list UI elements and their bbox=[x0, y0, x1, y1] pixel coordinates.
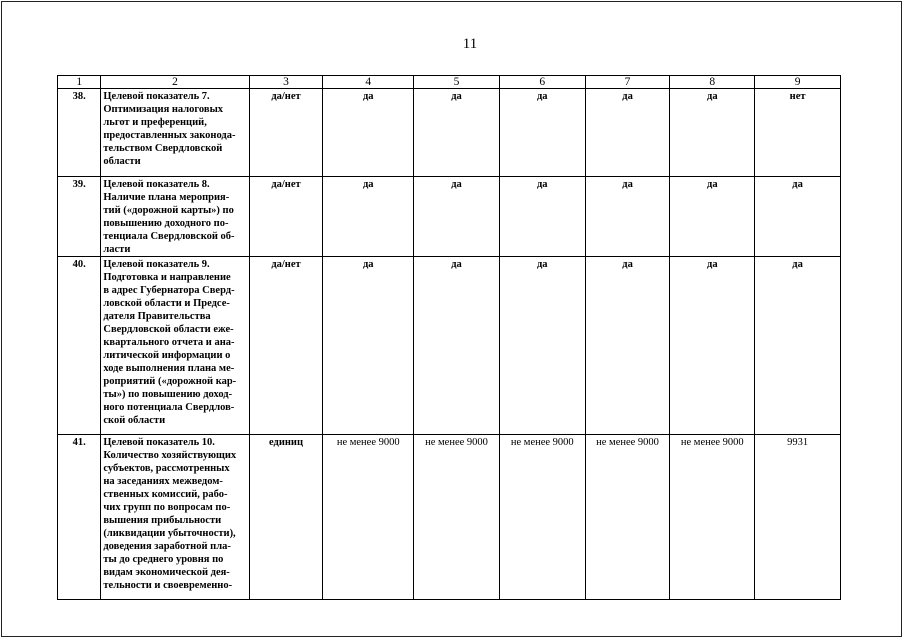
value-cell: да bbox=[414, 177, 500, 257]
value-cell: да bbox=[499, 177, 585, 257]
value-cell: да bbox=[323, 177, 414, 257]
value-cell: да bbox=[585, 257, 670, 435]
value-cell: да bbox=[323, 89, 414, 177]
indicator-name: Целевой показатель 10. Количество хозяйствующих субъектов, рассмотренных на заседаниях межведом- ственных комиссий, рабо- чих групп по вопросам по- вышения прибыльности (ликвидации убыточности), доведения заработной пла- ты до среднего уровня по видам экономической дея- тельности и своевременно- bbox=[101, 435, 249, 600]
row-number: 40. bbox=[58, 257, 101, 435]
column-header: 4 bbox=[323, 76, 414, 89]
value-cell: не менее 9000 bbox=[585, 435, 670, 600]
value-cell: да bbox=[499, 257, 585, 435]
value-cell: да bbox=[670, 177, 755, 257]
table-row bbox=[58, 177, 841, 257]
value-cell: да bbox=[414, 89, 500, 177]
table-row bbox=[58, 257, 841, 435]
value-cell: не менее 9000 bbox=[414, 435, 500, 600]
value-cell: да bbox=[585, 177, 670, 257]
value-cell: да bbox=[499, 89, 585, 177]
unit-cell: да/нет bbox=[249, 177, 323, 257]
value-cell: 9931 bbox=[755, 435, 841, 600]
column-number-row bbox=[58, 76, 841, 89]
value-cell: да bbox=[414, 257, 500, 435]
indicator-name: Целевой показатель 8. Наличие плана мероприя- тий («дорожной карты») по повышению доходного по- тенциала Свердловской об- ласти bbox=[101, 177, 249, 257]
unit-cell: единиц bbox=[249, 435, 323, 600]
column-header: 6 bbox=[499, 76, 585, 89]
value-cell: не менее 9000 bbox=[499, 435, 585, 600]
column-header: 8 bbox=[670, 76, 755, 89]
column-header: 5 bbox=[414, 76, 500, 89]
value-cell: нет bbox=[755, 89, 841, 177]
column-header: 9 bbox=[755, 76, 841, 89]
unit-cell: да/нет bbox=[249, 257, 323, 435]
column-header: 1 bbox=[58, 76, 101, 89]
row-number: 41. bbox=[58, 435, 101, 600]
column-header: 7 bbox=[585, 76, 670, 89]
value-cell: да bbox=[755, 257, 841, 435]
indicator-name: Целевой показатель 7. Оптимизация налоговых льгот и преференций, предоставленных законода- тельством Свердловской области bbox=[101, 89, 249, 177]
value-cell: да bbox=[323, 257, 414, 435]
column-header: 2 bbox=[101, 76, 249, 89]
row-number: 39. bbox=[58, 177, 101, 257]
indicator-name: Целевой показатель 9. Подготовка и направление в адрес Губернатора Сверд- ловской области и Предсе- дателя Правительства Свердловской области еже- квартального отчета и ана- литической информации о ходе выполнения плана ме- роприятий («дорожной кар- ты») по повышению доход- ного потенциала Свердлов- ской области bbox=[101, 257, 249, 435]
column-header: 3 bbox=[249, 76, 323, 89]
value-cell: да bbox=[670, 257, 755, 435]
page-number: 11 bbox=[462, 36, 478, 52]
value-cell: да bbox=[585, 89, 670, 177]
unit-cell: да/нет bbox=[249, 89, 323, 177]
value-cell: не менее 9000 bbox=[670, 435, 755, 600]
table-row bbox=[58, 89, 841, 177]
row-number: 38. bbox=[58, 89, 101, 177]
value-cell: да bbox=[755, 177, 841, 257]
table-row bbox=[58, 435, 841, 600]
value-cell: не менее 9000 bbox=[323, 435, 414, 600]
value-cell: да bbox=[670, 89, 755, 177]
indicator-table bbox=[57, 75, 841, 600]
